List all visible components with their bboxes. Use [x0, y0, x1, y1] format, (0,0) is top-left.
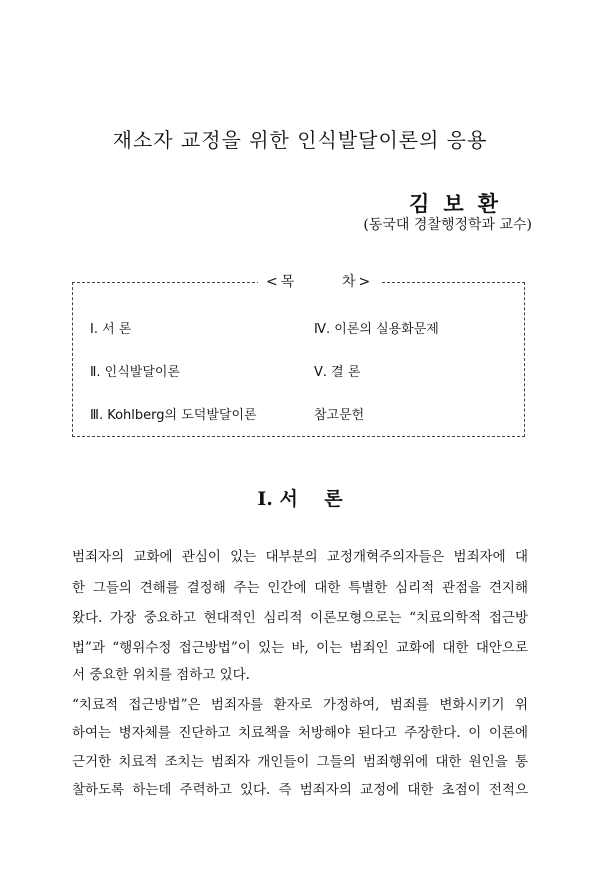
- body-text-line: 왔다. 가장 중요하고 현대적인 심리적 이론모형으로는 “치료의학적 접근방: [72, 610, 528, 626]
- toc-heading: <목 차>: [258, 271, 381, 291]
- body-text-line: 법”과 “행위수정 접근방법”이 있는 바, 이는 범죄인 교화에 대한 대안으로: [72, 640, 528, 656]
- body-text-line: 범죄자의 교화에 관심이 있는 대부분의 교정개혁주의자들은 범죄자에 대: [72, 549, 528, 565]
- toc-item: Ⅴ. 결 론: [314, 365, 361, 380]
- body-text-line: 하여는 병자체를 진단하고 치료책을 처방해야 된다고 주장한다. 이 이론에: [72, 725, 528, 741]
- toc-item: Ⅱ. 인식발달이론: [90, 365, 181, 380]
- body-text-line: 찰하도록 하는데 주력하고 있다. 즉 범죄자의 교정에 대한 초점이 전적으: [72, 782, 528, 798]
- body-text-line: “치료적 접근방법”은 범죄자를 환자로 가정하여, 범죄를 변화시키기 위: [72, 697, 528, 713]
- toc-item: Ⅳ. 이론의 실용화문제: [314, 322, 439, 337]
- body-text-line: 서 중요한 위치를 점하고 있다.: [72, 667, 250, 683]
- toc-item: 참고문헌: [314, 408, 365, 423]
- toc-item: Ⅲ. Kohlberg의 도덕발달이론: [90, 408, 257, 423]
- body-text-line: 근거한 치료적 조치는 범죄자 개인들이 그들의 범죄행위에 대한 원인을 통: [72, 754, 528, 770]
- author-affiliation: (동국대 경찰행정학과 교수): [363, 217, 532, 233]
- author-name: 김보환: [409, 191, 512, 216]
- body-text-line: 한 그들의 견해를 결정해 주는 인간에 대한 특별한 심리적 관점을 견지해: [72, 580, 528, 596]
- paper-title: 재소자 교정을 위한 인식발달이론의 응용: [112, 128, 488, 152]
- toc-item: Ⅰ. 서 론: [90, 322, 132, 337]
- section-heading: Ⅰ. 서 론: [257, 488, 343, 510]
